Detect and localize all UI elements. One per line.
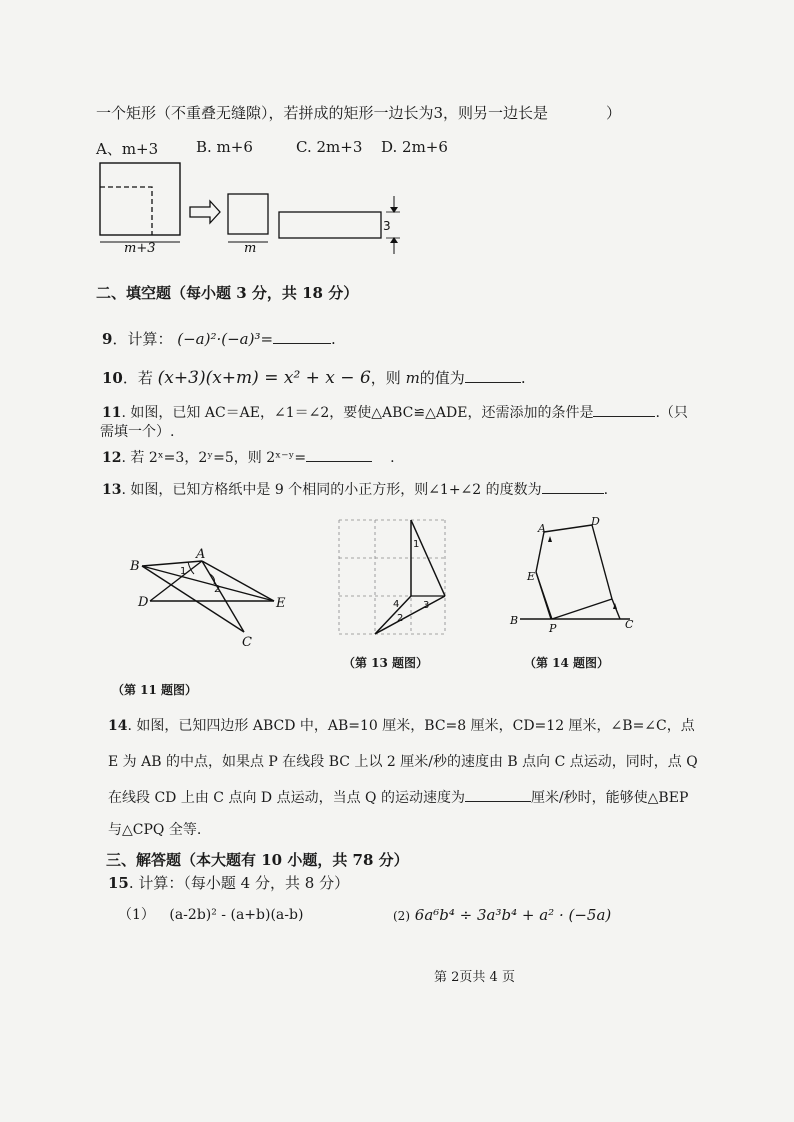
long-rectangle bbox=[279, 212, 381, 238]
q14-line3a: 在线段 CD 上由 C 点向 D 点运动，当点 Q 的运动速度为 bbox=[108, 790, 465, 806]
q14-line1 bbox=[108, 716, 695, 736]
seg-DA bbox=[150, 561, 202, 601]
q12-end: . bbox=[390, 450, 395, 466]
q8-stem bbox=[96, 103, 548, 123]
q12-text: . 若 2ˣ=3，2ʸ=5，则 2ˣ⁻ʸ= bbox=[121, 450, 307, 466]
q15-part2-label: (2) bbox=[393, 909, 410, 923]
section2-note: （每小题 3 分，共 18 分） bbox=[171, 284, 359, 302]
label-E: E bbox=[276, 596, 286, 611]
q14-line2: E 为 AB 的中点，如果点 P 在线段 BC 上以 2 厘米/秒的速度由 B 点向 C 点运动，同时，点 Q bbox=[108, 754, 698, 770]
q13 bbox=[102, 479, 608, 500]
section3-note: （本大题有 10 小题，共 78 分） bbox=[181, 851, 409, 869]
q9-answer-blank[interactable] bbox=[273, 329, 331, 344]
q8-option-b: B. m+6 bbox=[196, 138, 253, 156]
label-B: B bbox=[130, 559, 140, 574]
q13-text: . 如图，已知方格纸中是 9 个相同的小正方形，则∠1+∠2 的度数为 bbox=[121, 482, 542, 498]
q11-line1 bbox=[102, 402, 688, 423]
label-angle1: 1 bbox=[180, 566, 187, 577]
label-D: D bbox=[138, 595, 149, 610]
q10-text-a: ．若 bbox=[122, 369, 153, 387]
section2-heading bbox=[96, 283, 358, 303]
seg-AE bbox=[536, 532, 544, 572]
q12 bbox=[102, 447, 395, 468]
fig14-label-C: C bbox=[625, 618, 634, 631]
q10-text-c: 的值为 bbox=[419, 369, 465, 387]
q15-number: 15 bbox=[108, 874, 129, 892]
fig11-triangles bbox=[128, 547, 308, 652]
hyp-1 bbox=[411, 520, 445, 596]
q12-number: 12 bbox=[102, 450, 122, 466]
q8-stem-text: 一个矩形（不重叠无缝隙），若拼成的矩形一边长为3，则另一边长是 bbox=[96, 104, 549, 122]
q11-line2: 需填一个）. bbox=[100, 424, 175, 440]
q14-line3 bbox=[108, 787, 688, 808]
q10-expression: (x+3)(x+m) = x² + x − 6 bbox=[157, 368, 371, 388]
fig14-label-D: D bbox=[591, 515, 600, 528]
q9-text: ．计算： bbox=[112, 330, 173, 348]
fig14-caption: （第 14 题图） bbox=[524, 656, 610, 670]
q14-line4: 与△CPQ 全等. bbox=[108, 822, 202, 838]
q15 bbox=[108, 873, 349, 893]
q15-text: . 计算：（每小题 4 分，共 8 分） bbox=[128, 874, 350, 892]
q12-answer-blank[interactable] bbox=[306, 447, 372, 462]
q11-answer-blank[interactable] bbox=[593, 402, 655, 417]
q11-number: 11 bbox=[102, 405, 122, 421]
q10-variable: m bbox=[405, 369, 420, 387]
fig14-label-A: A bbox=[538, 522, 546, 535]
q15-part1-label: （1） bbox=[118, 907, 155, 923]
big-square bbox=[100, 163, 180, 235]
seg-EP bbox=[536, 572, 552, 619]
section2-title: 二、填空题 bbox=[96, 284, 172, 302]
label-angle2: 2 bbox=[214, 584, 221, 595]
small-square bbox=[228, 194, 268, 234]
q15-part2 bbox=[393, 905, 611, 926]
fig14-label-P: P bbox=[549, 622, 557, 635]
q14-line3b: 厘米/秒时，能够使△BEP bbox=[530, 790, 689, 806]
q13-number: 13 bbox=[102, 482, 122, 498]
seg-lower-right bbox=[375, 596, 445, 634]
label-C: C bbox=[242, 635, 252, 650]
q8-option-c: C. 2m+3 bbox=[296, 138, 363, 156]
big-dim-label: m+3 bbox=[124, 241, 156, 256]
q8-paren: ） bbox=[606, 104, 622, 122]
arrow-up-icon bbox=[548, 536, 552, 542]
q11-text: . 如图，已知 AC＝AE，∠1＝∠2，要使△ABC≌△ADE，还需添加的条件是 bbox=[121, 405, 594, 421]
page-footer: 第 2页共 4 页 bbox=[434, 970, 515, 985]
q10-answer-blank[interactable] bbox=[465, 368, 521, 383]
section3-heading bbox=[106, 850, 409, 870]
fig13-label-3: 3 bbox=[423, 600, 430, 611]
seg-PQ bbox=[552, 599, 612, 619]
q10 bbox=[102, 368, 526, 388]
q14-answer-blank[interactable] bbox=[465, 787, 531, 802]
fig13-label-2: 2 bbox=[397, 613, 404, 624]
seg-AC bbox=[202, 561, 244, 632]
small-dim-label: m bbox=[244, 241, 257, 256]
q15-part1 bbox=[118, 905, 303, 925]
q14-number: 14 bbox=[108, 718, 128, 734]
fig14-quadrilateral bbox=[508, 512, 648, 635]
fig13-label-1: 1 bbox=[413, 539, 420, 550]
fig13-label-4: 4 bbox=[393, 599, 400, 610]
seg-AD bbox=[544, 525, 592, 532]
section3-title: 三、解答题 bbox=[106, 851, 182, 869]
q8-option-a: A、m+3 bbox=[96, 140, 159, 158]
q15-part1-expression: (a-2b)² - (a+b)(a-b) bbox=[169, 907, 304, 923]
fig14-label-E: E bbox=[527, 570, 536, 583]
fig13-grid bbox=[335, 517, 455, 637]
q8-option-d: D. 2m+6 bbox=[381, 138, 448, 156]
height-label: 3 bbox=[383, 219, 391, 233]
fig11-caption: （第 11 题图） bbox=[112, 683, 198, 697]
q14-line1-text: . 如图，已知四边形 ABCD 中，AB=10 厘米，BC=8 厘米，CD=12 厘米，∠B=∠C，点 bbox=[127, 718, 695, 734]
q11-end: .（只 bbox=[655, 405, 688, 421]
q9-number: 9 bbox=[102, 330, 113, 348]
q8-figure bbox=[96, 160, 416, 260]
fig14-label-B: B bbox=[510, 614, 519, 627]
label-A: A bbox=[196, 547, 206, 562]
q9-end: . bbox=[331, 330, 336, 348]
seg-DQ bbox=[592, 525, 612, 599]
seg-BA bbox=[142, 561, 202, 566]
q10-end: . bbox=[520, 369, 526, 387]
q13-end: . bbox=[603, 482, 609, 498]
q9 bbox=[102, 329, 336, 349]
q9-expression: (−a)²·(−a)³= bbox=[177, 330, 274, 348]
q15-part2-expression: 6a⁶b⁴ ÷ 3a³b⁴ + a² · (−5a) bbox=[414, 906, 612, 924]
q10-number: 10 bbox=[102, 369, 123, 387]
dashed-cut bbox=[100, 187, 152, 235]
q13-answer-blank[interactable] bbox=[542, 479, 604, 494]
fig13-caption: （第 13 题图） bbox=[343, 656, 429, 670]
seg-AE bbox=[202, 561, 274, 601]
transform-arrow-icon bbox=[190, 201, 220, 223]
q10-text-b: ，则 bbox=[370, 369, 401, 387]
